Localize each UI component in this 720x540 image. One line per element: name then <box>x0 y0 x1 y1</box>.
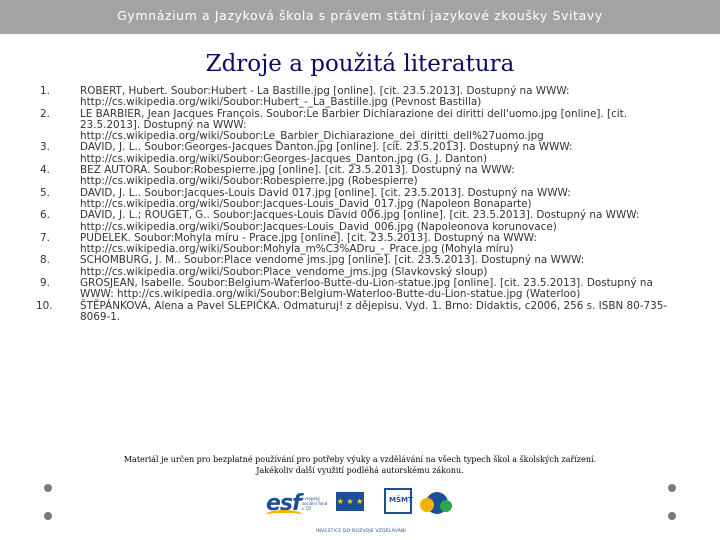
funding-logo-strip <box>266 488 456 538</box>
eu-flag-icon <box>336 492 364 511</box>
reference-list <box>36 85 680 323</box>
nav-dot-left-top <box>44 484 52 492</box>
reference-text: DAVID, J. L.. Soubor:Georges-Jacques Danton.jpg [online]. [cit. 23.5.2013]. Dostupný na WWW: http://cs.wikipedia.org/wiki/Soubor:Georges-Jacques_Danton.jpg (G. J. Danton) <box>80 141 573 165</box>
nav-dot-right-top <box>668 484 676 492</box>
reference-number: 8. <box>40 254 50 267</box>
footer-note-line-2: Jakékoliv další využití podléhá autorskému zákonu. <box>256 466 464 475</box>
reference-item <box>36 299 680 324</box>
reference-text: PUDELEK. Soubor:Mohyla míru - Prace.jpg [online]. [cit. 23.5.2013]. Dostupný na WWW: http://cs.wikipedia.org/wiki/Soubor:Mohyla_m%C3%ADru_-_Prace.jpg (Mohyla míru) <box>80 231 537 256</box>
reference-item <box>40 142 680 165</box>
reference-text: DAVID, J. L.; ROUGET, G.. Soubor:Jacques-Louis David 006.jpg [online]. [cit. 23.5.2013]. Dostupný na WWW: http://cs.wikipedia.org/wiki/Soubor:Jacques-Louis_David_006.jpg (Napoleonova korunovace) <box>80 209 640 233</box>
page-title: Zdroje a použitá literatura <box>205 51 515 77</box>
reference-number: 1. <box>40 85 50 97</box>
school-name: Gymnázium a Jazyková škola s právem státní jazykové zkoušky Svitavy <box>117 8 603 23</box>
reference-text: GROSJEAN, Isabelle. Soubor:Belgium-Waterloo-Butte-du-Lion-statue.jpg [online]. [cit. 23.5.2013]. Dostupný na WWW: http://cs.wikipedia.org/wiki/Soubor:Belgium-Waterloo-Butte-du-Lion-statue.jpg (Waterloo) <box>80 277 653 301</box>
reference-text: DAVID, J. L.. Soubor:Jacques-Louis David 017.jpg [online]. [cit. 23.5.2013]. Dostupný na WWW: http://cs.wikipedia.org/wiki/Soubor:Jacques-Louis_David_017.jpg (Napoleon Bonaparte) <box>80 186 571 210</box>
reference-item <box>40 188 680 211</box>
reference-text: ŠTĚPÁNKOVÁ, Alena a Pavel SLEPIČKA. Odmaturuj! z dějepisu. Vyd. 1. Brno: Didaktis, c2006, 256 s. ISBN 80-735-8069-1. <box>80 299 668 323</box>
reference-number: 7. <box>40 231 50 244</box>
reference-number: 2. <box>40 107 50 120</box>
reference-item <box>40 210 680 233</box>
logo-strip-caption: INVESTICE DO ROZVOJE VZDĚLÁVÁNÍ <box>316 529 406 534</box>
reference-item <box>40 233 680 256</box>
reference-number: 9. <box>40 277 50 290</box>
reference-text: LE BARBIER, Jean Jacques François. Soubor:Le Barbier Dichiarazione dei diritti dell'uomo.jpg [online]. [cit. 23.5.2013]. Dostupný na WWW: http://cs.wikipedia.org/wiki/Soubor:Le_Barbier_Dichiarazione_dei_diritti_dell%27uomo.jpg <box>80 107 628 143</box>
reference-text: SCHOMBURG, J. M.. Soubor:Place vendome jms.jpg [online]. [cit. 23.5.2013]. Dostupný na WWW: http://cs.wikipedia.org/wiki/Soubor:Place_vendome_jms.jpg (Slavkovský sloup) <box>80 254 585 278</box>
op-logo-icon <box>418 488 456 518</box>
esf-logo: esf <box>266 491 301 516</box>
nav-dot-right-bottom <box>668 512 676 520</box>
reference-number: 10. <box>36 299 53 312</box>
reference-text: ROBERT, Hubert. Soubor:Hubert - La Bastille.jpg [online]. [cit. 23.5.2013]. Dostupný na WWW: http://cs.wikipedia.org/wiki/Soubor:Hubert_-_La_Bastille.jpg (Pevnost Bastilla) <box>80 85 570 109</box>
reference-item <box>40 86 680 109</box>
reference-text: BEZ AUTORA. Soubor:Robespierre.jpg [online]. [cit. 23.5.2013]. Dostupný na WWW: http://cs.wikipedia.org/wiki/Soubor:Robespierre.jpg (Robespierre) <box>80 164 515 188</box>
msmt-logo-text: MŠMT <box>389 496 413 504</box>
footer-note-line-1: Materiál je určen pro bezplatné používání pro potřeby výuky a vzdělávání na všech typech škol a školských zařízení. <box>123 455 597 464</box>
esf-subtitle: evropský sociální fond v ČR <box>302 496 328 511</box>
reference-number: 6. <box>40 209 50 222</box>
op-logo-shape-yellow <box>420 498 434 512</box>
op-logo-shape-green <box>440 500 452 512</box>
eu-stars-icon: ★ ★ ★ <box>336 497 364 506</box>
reference-item <box>40 255 680 278</box>
reference-number: 4. <box>40 164 50 177</box>
reference-number: 3. <box>40 141 50 154</box>
reference-number: 5. <box>40 186 50 199</box>
reference-item <box>40 165 680 188</box>
reference-item <box>40 109 680 143</box>
nav-dot-left-bottom <box>44 512 52 520</box>
reference-item <box>40 278 680 301</box>
esf-swoosh-icon <box>266 510 302 519</box>
msmt-logo <box>384 488 412 514</box>
header-band <box>0 0 720 34</box>
